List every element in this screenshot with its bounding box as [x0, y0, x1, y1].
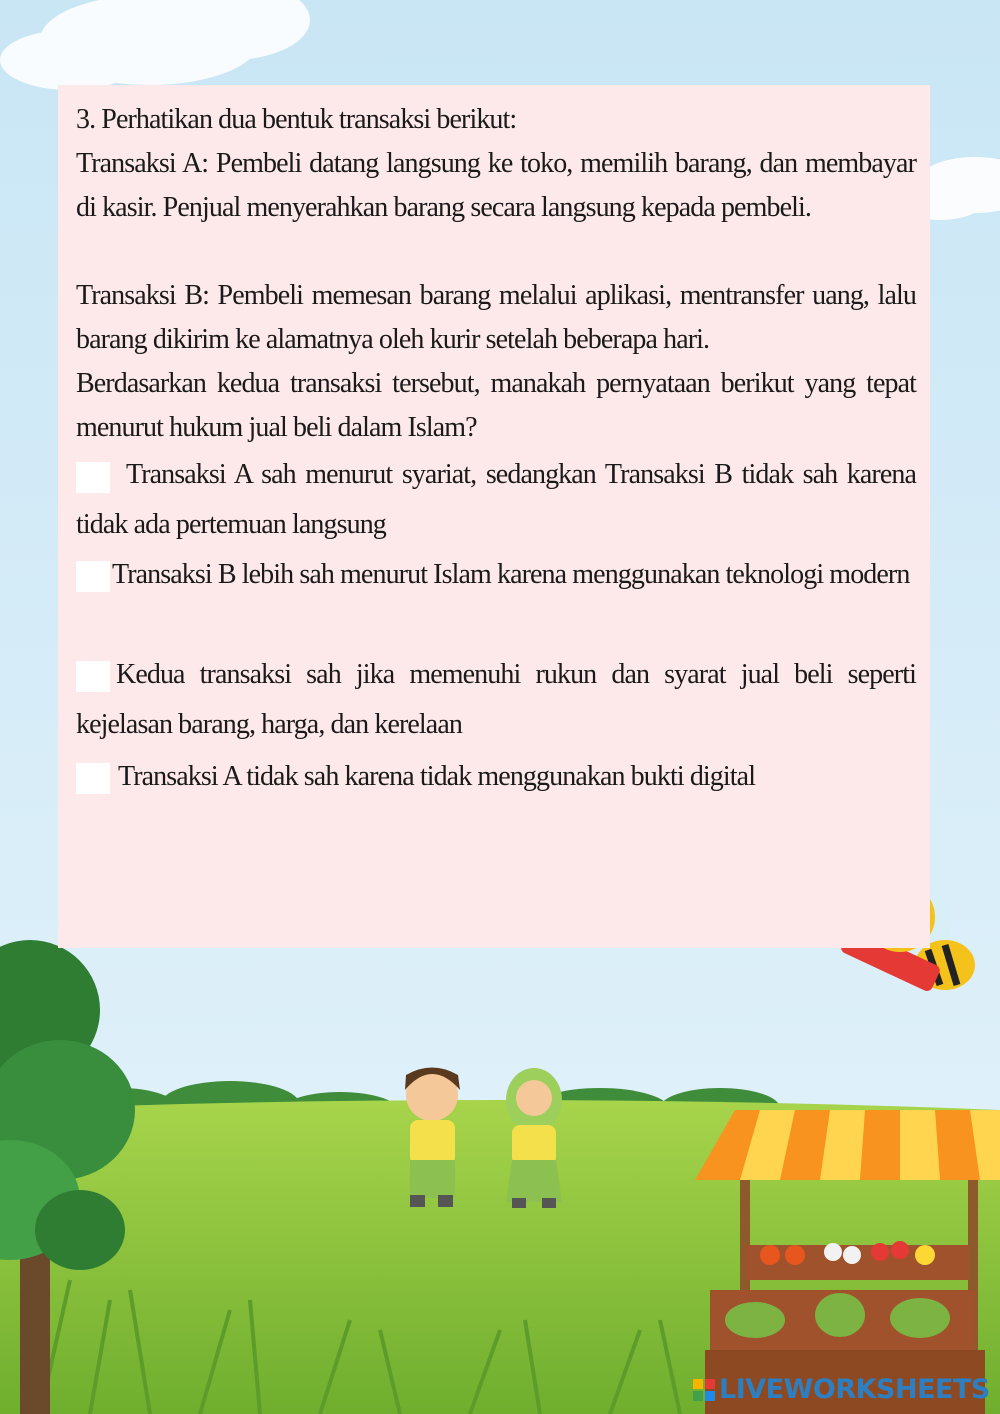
option-4-checkbox[interactable] — [76, 763, 110, 794]
question-heading: 3. Perhatikan dua bentuk transaksi berikut: — [76, 104, 517, 135]
option-3-text[interactable]: Kedua transaksi sah jika memenuhi rukun dan syarat jual beli seperti kejelasan barang, harga, dan kerelaan — [76, 659, 916, 740]
option-2-text[interactable]: Transaksi B lebih sah menurut Islam karena menggunakan teknologi modern — [112, 559, 910, 590]
boy-illustration — [405, 1068, 460, 1208]
market-stall-illustration — [695, 1110, 1000, 1414]
question-prompt: Berdasarkan kedua transaksi tersebut, manakah pernyataan berikut yang tepat menurut hukum jual beli dalam Islam? — [76, 368, 916, 443]
option-4-text[interactable]: Transaksi A tidak sah karena tidak menggunakan bukti digital — [118, 761, 756, 792]
transaction-a-text: Transaksi A: Pembeli datang langsung ke toko, memilih barang, dan membayar di kasir. Penjual menyerahkan barang secara langsung kepada pembeli. — [76, 148, 916, 223]
girl-illustration — [506, 1068, 562, 1208]
liveworksheets-logo-icon — [693, 1379, 715, 1401]
liveworksheets-watermark: LIVEWORKSHEETS — [719, 1374, 990, 1405]
option-1-text[interactable]: Transaksi A sah menurut syariat, sedangkan Transaksi B tidak sah karena tidak ada pertemuan langsung — [76, 459, 916, 540]
transaction-b-text: Transaksi B: Pembeli memesan barang melalui aplikasi, mentransfer uang, lalu barang dikirim ke alamatnya oleh kurir setelah beberapa hari. — [76, 280, 916, 355]
